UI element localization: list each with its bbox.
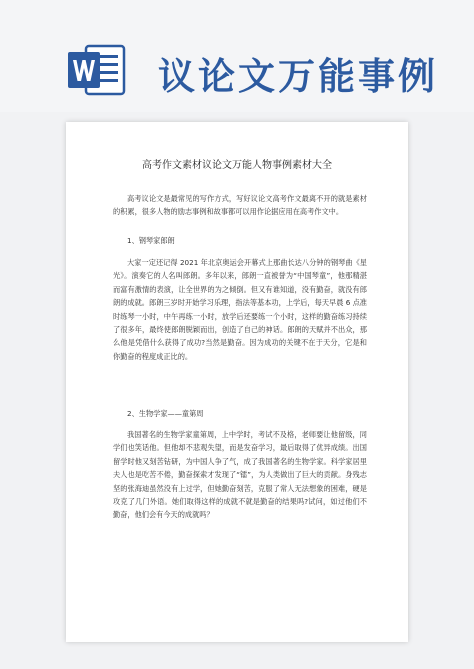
- document-title: 高考作文素材议论文万能人物事例素材大全: [142, 160, 332, 171]
- section-heading-1: 1、钢琴家郎朗: [127, 236, 175, 245]
- section-heading-2: 2、生物学家——童第周: [127, 409, 204, 418]
- banner: [0, 0, 474, 112]
- section-body-1: 大家一定还记得 2021 年北京奥运会开幕式上那曲长达八分钟的钢琴曲《星光》。演奏它的人名叫郎朗。多年以来，郎朗一直被誉为“中国琴童”，他那精湛而富有激情的表演，让全世界的为之倾倒。但又有谁知道，没有勤奋，就没有郎朗的成就。郎朗三岁时开始学习乐理，指法等基本功，上学后，每天早晨 6 点准时练琴一小时，中午再练一小时，放学后还要练一个小时，这样的勤奋练习持续了很多年，最终使郎朗脱颖而出，创造了自己的神话。郎朗的天赋并不出众，那么他是凭借什么获得了成功?当然是勤奋。因为成功的关键不在于天分，它是和你勤奋的程度成正比的。: [113, 258, 367, 361]
- section-body-2: 我国著名的生物学家童第周，上中学时，考试不及格，老师要让他留级，同学们也笑话他。但他却不悲观失望，而是发奋学习，最后取得了优异成绩。出国留学时他又刻苦钻研，为中国人争了气，成了我国著名的生物学家。科学家居里夫人也是吃苦不倦，勤奋探索才发现了“镭”，为人类做出了巨大的贡献。身残志坚的张海迪虽然没有上过学，但她勤奋刻苦，克服了常人无法想象的困难，硬是攻克了几门外语。她们取得这样的成就不就是勤奋的结果吗?试问，如过他们不勤奋，他们会有今天的成就吗？: [113, 430, 367, 520]
- intro-paragraph: 高考议论文是最常见的写作方式，写好议论文高考作文最离不开的就是素材的积累，很多人物的励志事例和故事都可以用作论据应用在高考作文中。: [113, 194, 367, 217]
- banner-title: 议论文万能事例: [158, 55, 438, 98]
- document-page: [66, 122, 408, 642]
- word-document-icon: [66, 40, 128, 100]
